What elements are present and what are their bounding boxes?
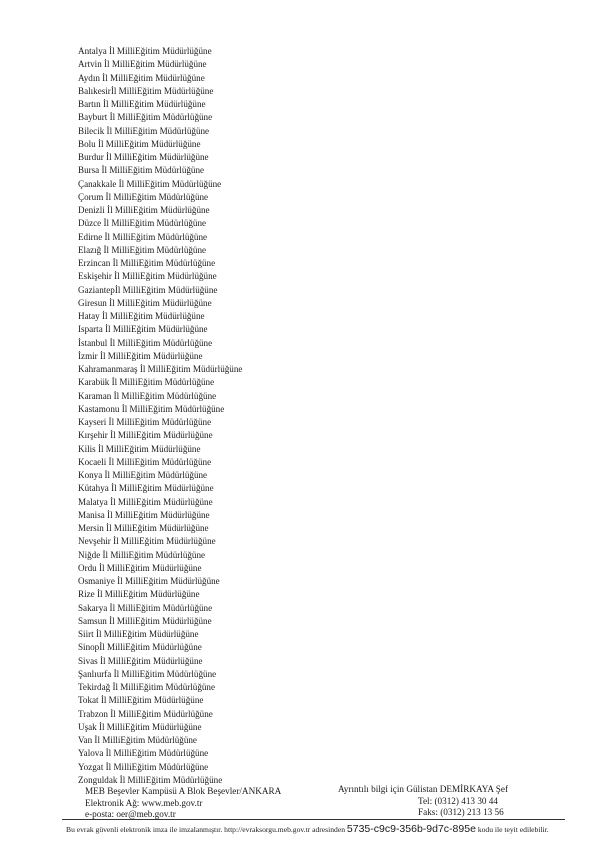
verification-suffix: kodu ile teyit edilebilir. — [477, 825, 549, 834]
recipient-item: Çorum İl MilliEğitim Müdürlüğüne — [78, 191, 209, 202]
recipient-item: Nevşehir İl MilliEğitim Müdürlüğüne — [78, 536, 216, 547]
recipient-item: Isparta İl MilliEğitim Müdürlüğüne — [78, 324, 208, 335]
footer-tel: Tel: (0312) 413 30 44 — [418, 795, 498, 806]
recipient-item: Sinopİl MilliEğitim Müdürlüğüne — [78, 642, 202, 653]
recipient-item: Balıkesirİl MilliEğitim Müdürlüğüne — [78, 85, 214, 96]
recipient-item: Manisa İl MilliEğitim Müdürlüğüne — [78, 509, 210, 520]
recipient-item: Kütahya İl MilliEğitim Müdürlüğüne — [78, 483, 214, 494]
footer-email: e-posta: oer@meb.gov.tr — [85, 809, 176, 819]
recipient-item: Yozgat İl MilliEğitim Müdürlüğüne — [78, 761, 209, 772]
recipient-item: Van İl MilliEğitim Müdürlüğüne — [78, 735, 197, 745]
recipient-item: Bartın İl MilliEğitim Müdürlüğüne — [78, 99, 206, 109]
recipient-item: Niğde İl MilliEğitim Müdürlüğüne — [78, 549, 206, 560]
recipient-item: Elazığ İl MilliEğitim Müdürlüğüne — [78, 244, 207, 255]
footer-contact-person: Ayrıntılı bilgi için Gülistan DEMİRKAYA Şef — [338, 784, 509, 794]
recipient-item: Kocaeli İl MilliEğitim Müdürlüğüne — [78, 456, 212, 467]
recipient-item: Çanakkale İl MilliEğitim Müdürlüğüne — [78, 178, 222, 189]
recipient-item: Gaziantepİl MilliEğitim Müdürlüğüne — [78, 284, 218, 295]
footer-address: MEB Beşevler Kampüsü A Blok Beşevler/ANKARA — [85, 786, 282, 796]
recipient-item: Osmaniye İl MilliEğitim Müdürlüğüne — [78, 576, 220, 586]
recipient-item: Burdur İl MilliEğitim Müdürlüğüne — [78, 152, 209, 162]
recipient-item: Kilis İl MilliEğitim Müdürlüğüne — [78, 443, 201, 454]
recipient-item: Ordu İl MilliEğitim Müdürlüğüne — [78, 562, 202, 573]
recipient-item: Kahramanmaraş İl MilliEğitim Müdürlüğüne — [78, 364, 243, 374]
recipient-item: Bolu İl MilliEğitim Müdürlüğüne — [78, 138, 201, 149]
recipient-list — [78, 45, 398, 787]
recipient-item: Kayseri İl MilliEğitim Müdürlüğüne — [78, 417, 212, 427]
recipient-item: İzmir İl MilliEğitim Müdürlüğüne — [78, 350, 203, 361]
recipient-item: Giresun İl MilliEğitim Müdürlüğüne — [78, 297, 212, 308]
recipient-item: Mersin İl MilliEğitim Müdürlüğüne — [78, 523, 209, 533]
verification-note — [66, 823, 549, 835]
recipient-item: İstanbul İl MilliEğitim Müdürlüğüne — [78, 337, 213, 348]
recipient-item: Düzce İl MilliEğitim Müdürlüğüne — [78, 218, 207, 229]
recipient-item: Zonguldak İl MilliEğitim Müdürlüğüne — [78, 774, 223, 785]
recipient-item: Bilecik İl MilliEğitim Müdürlüğüne — [78, 125, 210, 136]
recipient-item: Tokat İl MilliEğitim Müdürlüğüne — [78, 695, 204, 706]
recipient-item: Eskişehir İl MilliEğitim Müdürlüğüne — [78, 271, 217, 282]
recipient-item: Şanlıurfa İl MilliEğitim Müdürlüğüne — [78, 668, 217, 679]
recipient-item: Kırşehir İl MilliEğitim Müdürlüğüne — [78, 430, 213, 441]
recipient-item: Karaman İl MilliEğitim Müdürlüğüne — [78, 390, 217, 401]
recipient-item: Rize İl MilliEğitim Müdürlüğüne — [78, 589, 200, 600]
recipient-item: Aydın İl MilliEğitim Müdürlüğüne — [78, 72, 205, 83]
recipient-item: Trabzon İl MilliEğitim Müdürlüğüne — [78, 708, 213, 719]
recipient-item: Bursa İl MilliEğitim Müdürlüğüne — [78, 165, 205, 176]
footer-fax: Faks: (0312) 213 13 56 — [418, 807, 504, 817]
recipient-item: Hatay İl MilliEğitim Müdürlüğüne — [78, 311, 205, 321]
recipient-item: Kastamonu İl MilliEğitim Müdürlüğüne — [78, 403, 225, 414]
recipient-item: Sakarya İl MilliEğitim Müdürlüğüne — [78, 602, 213, 613]
verification-code: 5735-c9c9-356b-9d7c-895e — [346, 823, 476, 835]
recipient-item: Konya İl MilliEğitim Müdürlüğüne — [78, 470, 208, 480]
recipient-item: Artvin İl MilliEğitim Müdürlüğüne — [78, 59, 207, 70]
footer-divider — [62, 819, 565, 820]
recipient-item: Denizli İl MilliEğitim Müdürlüğüne — [78, 205, 210, 215]
recipient-item: Yalova İl MilliEğitim Müdürlüğüne — [78, 748, 209, 759]
recipient-item: Bayburt İl MilliEğitim Müdürlüğüne — [78, 112, 213, 123]
recipient-item: Samsun İl MilliEğitim Müdürlüğüne — [78, 615, 212, 626]
verification-prefix: Bu evrak güvenli elektronik imza ile imzalanmıştır. http://evraksorgu.meb.gov.tr adresinden — [66, 825, 345, 834]
recipient-item: Antalya İl MilliEğitim Müdürlüğüne — [78, 46, 212, 56]
recipient-item: Edirne İl MilliEğitim Müdürlüğüne — [78, 231, 208, 242]
recipient-item: Uşak İl MilliEğitim Müdürlüğüne — [78, 721, 202, 732]
footer-contact-block — [338, 784, 578, 819]
recipient-item: Sivas İl MilliEğitim Müdürlüğüne — [78, 655, 203, 666]
footer-web: Elektronik Ağ: www.meb.gov.tr — [85, 797, 203, 808]
recipient-item: Siirt İl MilliEğitim Müdürlüğüne — [78, 629, 199, 639]
recipient-item: Erzincan İl MilliEğitim Müdürlüğüne — [78, 258, 216, 268]
recipient-item: Tekirdağ İl MilliEğitim Müdürlüğüne — [78, 682, 216, 692]
recipient-item: Karabük İl MilliEğitim Müdürlüğüne — [78, 377, 215, 388]
footer-address-block — [85, 786, 281, 821]
recipient-item: Malatya İl MilliEğitim Müdürlüğüne — [78, 496, 213, 507]
